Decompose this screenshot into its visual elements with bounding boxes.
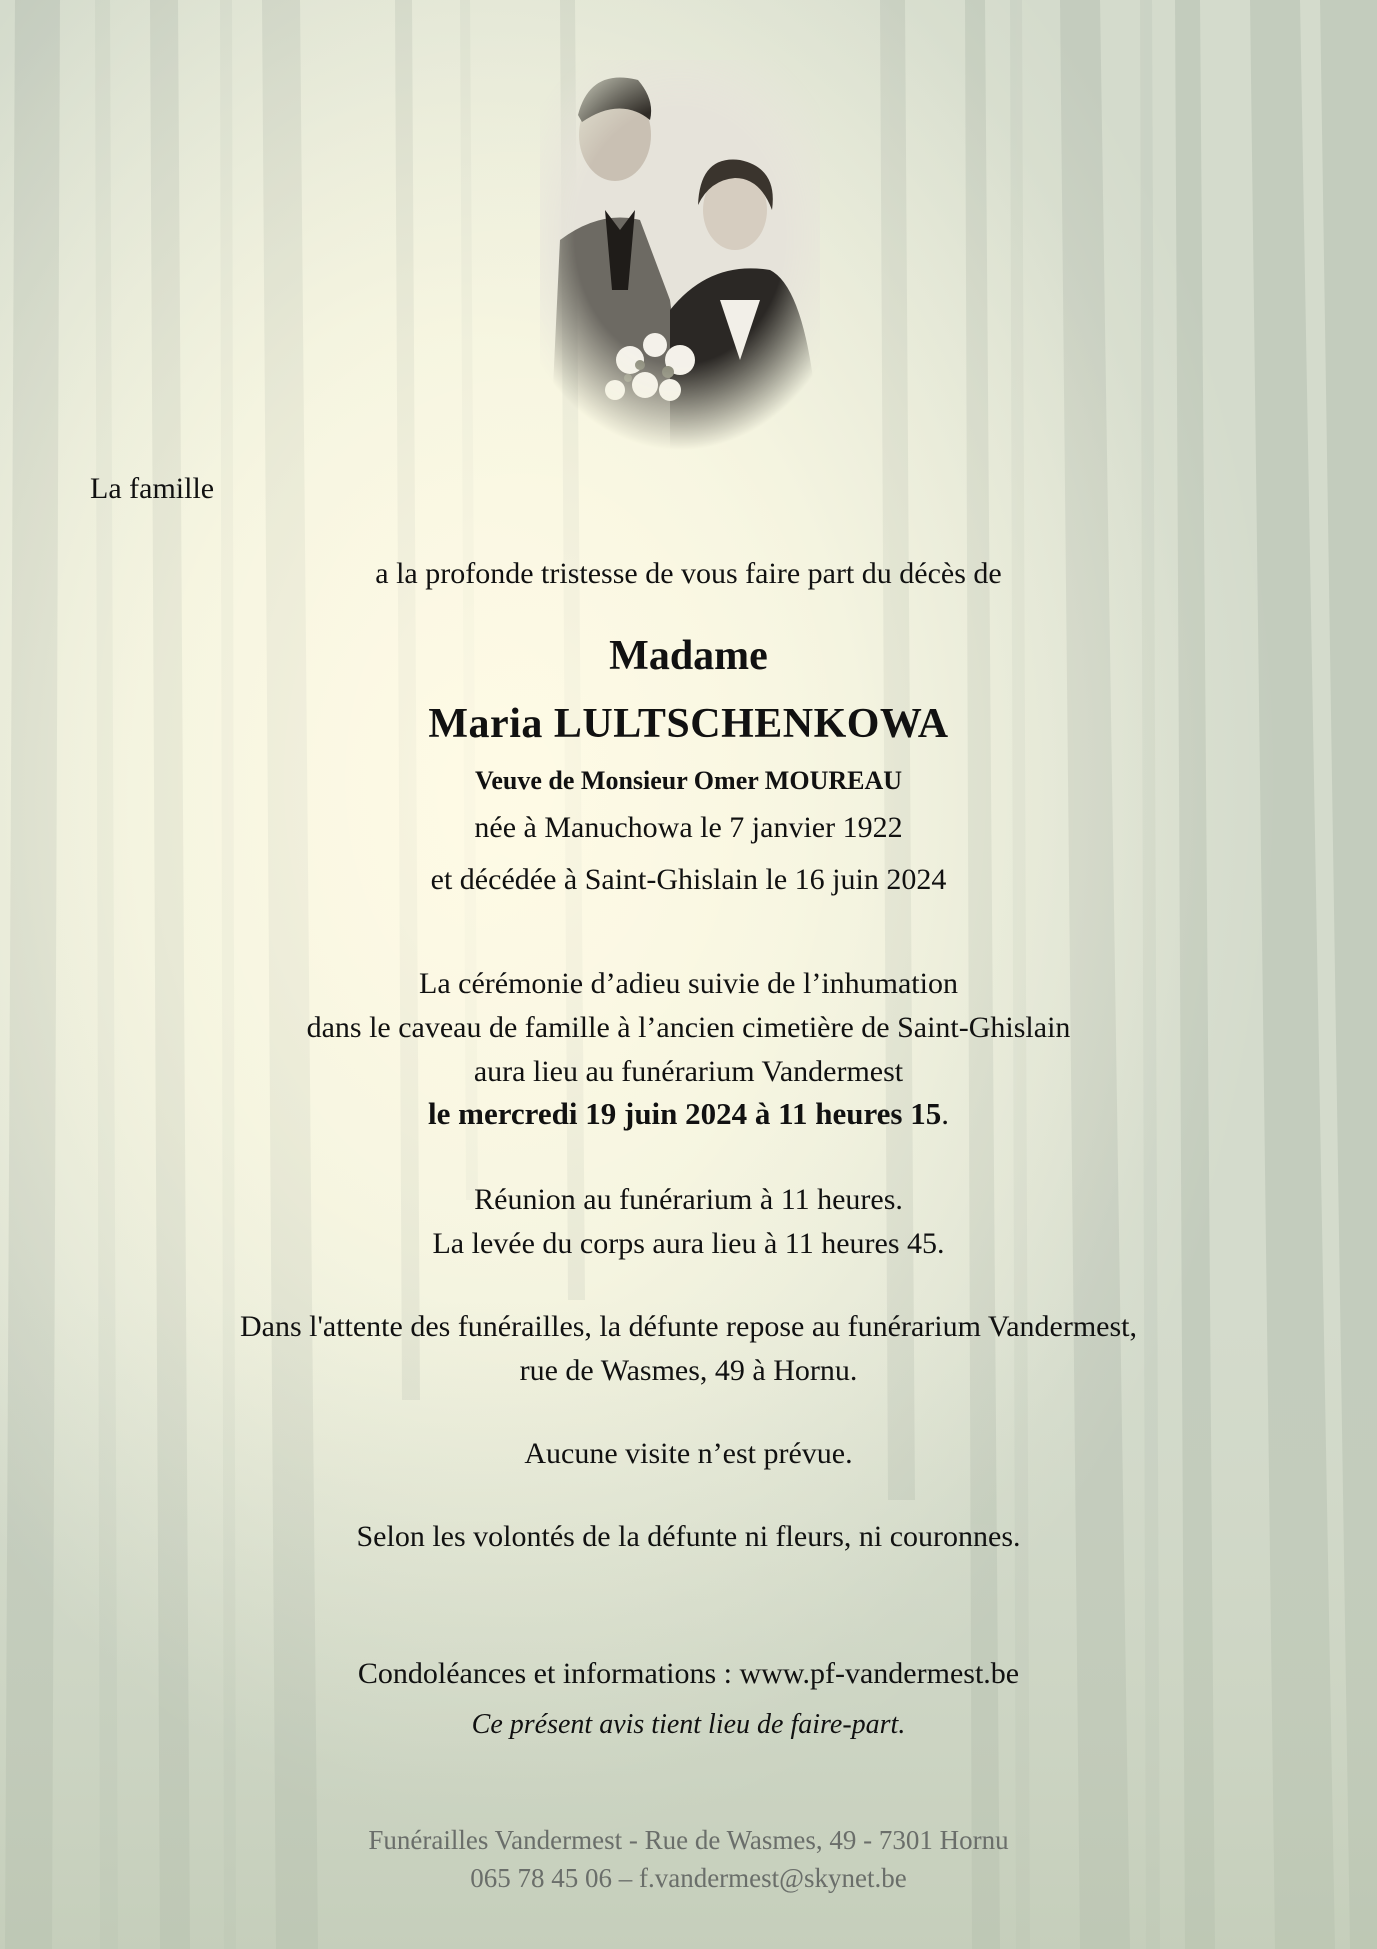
ceremony-line-3: aura lieu au funérarium Vandermest — [473, 1055, 904, 1088]
attente-line-1: Dans l'attente des funérailles, la défunte repose au funérarium Vandermest, — [239, 1310, 1137, 1343]
ceremony-line-2: dans le caveau de famille à l’ancien cimetière de Saint-Ghislain — [306, 1011, 1071, 1044]
attente-line-2: rue de Wasmes, 49 à Hornu. — [519, 1354, 858, 1387]
ceremony-date-text: le mercredi 19 juin 2024 à 11 heures 15 — [428, 1096, 942, 1131]
deceased-title: Madame — [609, 633, 768, 679]
wishes-note: Selon les volontés de la défunte ni fleurs, ni couronnes. — [356, 1520, 1021, 1553]
ceremony-date-period: . — [941, 1096, 949, 1131]
portrait-photo — [520, 60, 840, 450]
faire-part-note: Ce présent avis tient lieu de faire-part. — [471, 1709, 906, 1740]
visit-note: Aucune visite n’est prévue. — [524, 1437, 853, 1470]
footer-contact: 065 78 45 06 – f.vandermest@skynet.be — [470, 1863, 907, 1893]
birth-line: née à Manuchowa le 7 janvier 1922 — [474, 811, 903, 844]
reunion-line-1: Réunion au funérarium à 11 heures. — [474, 1183, 903, 1216]
intro-text: a la profonde tristesse de vous faire part du décès de — [375, 557, 1002, 590]
family-label: La famille — [90, 472, 215, 505]
condolences-line: Condoléances et informations : www.pf-vandermest.be — [357, 1657, 1020, 1690]
ceremony-date — [0, 1096, 1377, 1132]
footer-address: Funérailles Vandermest - Rue de Wasmes, 49 - 7301 Hornu — [368, 1825, 1009, 1855]
ceremony-line-1: La cérémonie d’adieu suivie de l’inhumation — [419, 967, 958, 1000]
deceased-name: Maria LULTSCHENKOWA — [428, 701, 949, 747]
widow-of-line: Veuve de Monsieur Omer MOUREAU — [474, 766, 903, 795]
death-line: et décédée à Saint-Ghislain le 16 juin 2024 — [430, 863, 947, 896]
reunion-line-2: La levée du corps aura lieu à 11 heures 45. — [432, 1227, 945, 1260]
